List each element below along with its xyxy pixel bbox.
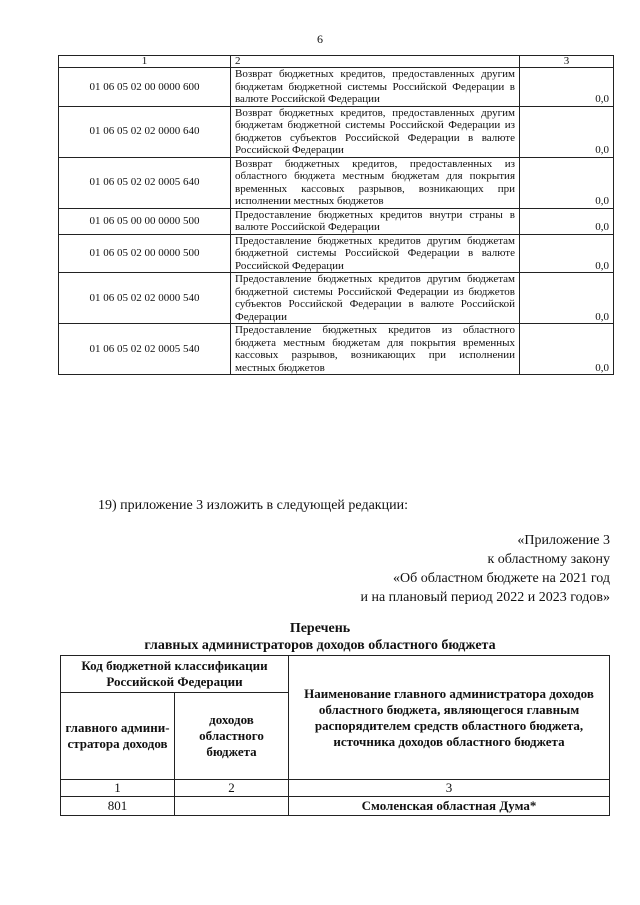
amendment-paragraph: 19) приложение 3 изложить в следующей редакции: bbox=[98, 498, 408, 513]
row-description: Предоставление бюджетных кредитов внутри страны в валюте Российской Федерации bbox=[231, 208, 520, 234]
income-code bbox=[175, 797, 289, 816]
administrators-table bbox=[60, 655, 610, 816]
row-code: 01 06 05 02 02 0005 540 bbox=[59, 324, 231, 375]
appendix-line: к областному закону bbox=[487, 552, 610, 567]
table-row bbox=[59, 324, 614, 375]
appendix-header bbox=[360, 531, 610, 607]
admin-code: 801 bbox=[61, 797, 175, 816]
row-value: 0,0 bbox=[520, 324, 614, 375]
row-description: Возврат бюджетных кредитов, предоставленных другим бюджетам бюджетной системы Российской Федерации из бюджетов субъектов Российской Федерации в валюте Российской Федерации bbox=[231, 106, 520, 157]
list-title-line: Перечень bbox=[289, 621, 351, 636]
appendix-line: «Приложение 3 bbox=[517, 533, 610, 548]
row-description: Предоставление бюджетных кредитов другим бюджетам бюджетной системы Российской Федерации в валюте Российской Федерации bbox=[231, 234, 520, 273]
sources-table bbox=[58, 55, 614, 375]
appendix-line: «Об областном бюджете на 2021 год bbox=[393, 571, 610, 586]
column-number: 3 bbox=[289, 780, 610, 797]
row-description: Возврат бюджетных кредитов, предоставленных другим бюджетам бюджетной системы Российской Федерации в валюте Российской Федерации bbox=[231, 68, 520, 107]
table-row bbox=[59, 106, 614, 157]
column-number: 1 bbox=[61, 780, 175, 797]
table-row bbox=[59, 234, 614, 273]
row-description: Возврат бюджетных кредитов, предоставленных из областного бюджета местным бюджетам для покрытия временных кассовых разрывов, возникающих при исполнении местных бюджетов bbox=[231, 157, 520, 208]
row-value: 0,0 bbox=[520, 273, 614, 324]
row-code: 01 06 05 02 02 0000 540 bbox=[59, 273, 231, 324]
page-number: 6 bbox=[317, 32, 323, 46]
table-header-row bbox=[61, 656, 610, 693]
row-code: 01 06 05 02 00 0000 600 bbox=[59, 68, 231, 107]
table-row bbox=[59, 68, 614, 107]
list-title-line: главных администраторов доходов областного бюджета bbox=[144, 638, 496, 653]
row-value: 0,0 bbox=[520, 157, 614, 208]
row-value: 0,0 bbox=[520, 106, 614, 157]
admin-code-header: главного админи-стратора доходов bbox=[61, 693, 175, 780]
table-row bbox=[59, 157, 614, 208]
column-header-3: 3 bbox=[520, 56, 614, 68]
appendix-line: и на плановый период 2022 и 2023 годов» bbox=[360, 590, 610, 605]
row-value: 0,0 bbox=[520, 68, 614, 107]
row-value: 0,0 bbox=[520, 208, 614, 234]
row-value: 0,0 bbox=[520, 234, 614, 273]
table-row bbox=[59, 273, 614, 324]
row-code: 01 06 05 02 02 0005 640 bbox=[59, 157, 231, 208]
income-code-header: доходов областного бюджета bbox=[175, 693, 289, 780]
list-title bbox=[0, 620, 640, 654]
administrator-name: Смоленская областная Дума* bbox=[289, 797, 610, 816]
row-code: 01 06 05 02 02 0000 640 bbox=[59, 106, 231, 157]
column-number: 2 bbox=[175, 780, 289, 797]
table-row bbox=[61, 797, 610, 816]
row-description: Предоставление бюджетных кредитов из областного бюджета местным бюджетам для покрытия временных кассовых разрывов, возникающих при исполнении местных бюджетов bbox=[231, 324, 520, 375]
column-number-row bbox=[61, 780, 610, 797]
table-row bbox=[59, 208, 614, 234]
row-code: 01 06 05 00 00 0000 500 bbox=[59, 208, 231, 234]
group-header: Код бюджетной классификации Российской Федерации bbox=[61, 656, 289, 693]
row-description: Предоставление бюджетных кредитов другим бюджетам бюджетной системы Российской Федерации из бюджетов субъектов Российской Федерации в валюте Российской Федерации bbox=[231, 273, 520, 324]
table-header-row bbox=[59, 56, 614, 68]
column-header-1: 1 bbox=[59, 56, 231, 68]
column-header-2: 2 bbox=[231, 56, 520, 68]
row-code: 01 06 05 02 00 0000 500 bbox=[59, 234, 231, 273]
name-header: Наименование главного администратора доходов областного бюджета, являющегося главным распорядителем средств областного бюджета, источника доходов областного бюджета bbox=[289, 656, 610, 780]
